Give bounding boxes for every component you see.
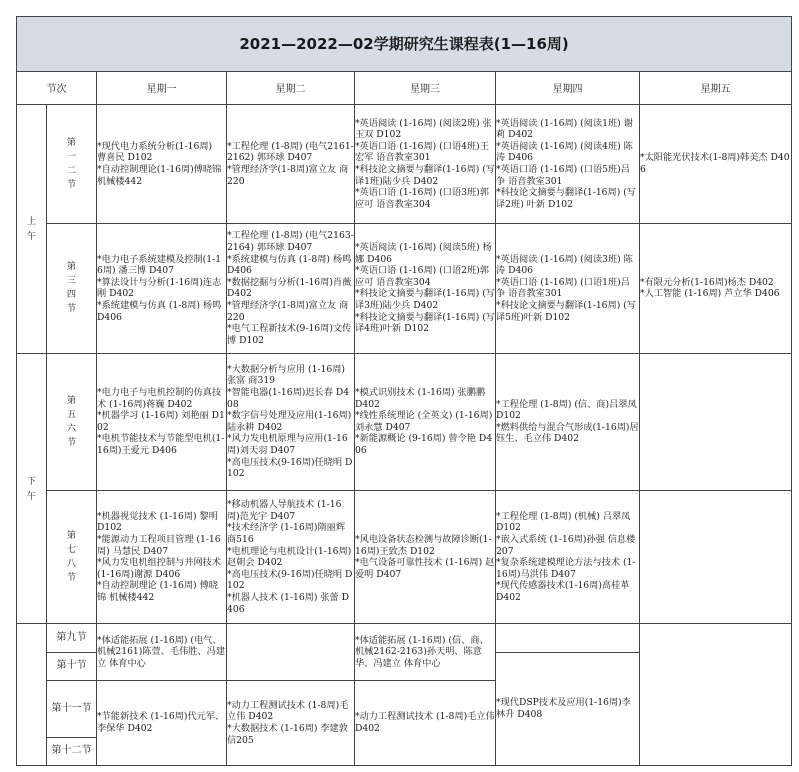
period-label-11: 第十一节 [47, 681, 97, 738]
afternoon-label: 下 午 [17, 353, 47, 624]
cell-wed-p7-8: *风电设备状态检测与故障诊断(1-16周)王致杰 D102 *电气设备可靠性技术 (1-16周) 赵爱明 D407 [355, 491, 496, 624]
morning-label: 上 午 [17, 104, 47, 353]
cell-mon-p1-2: *现代电力系统分析(1-16周) 曹喜民 D102 *自动控制理论(1-16周)傅晓锦 机械楼442 [97, 104, 227, 223]
cell-wed-p11-12: *动力工程测试技术 (1-8周)毛立伟 D402 [355, 681, 496, 766]
cell-thu-p10-12: *现代DSP技术及应用(1-16周)李林升 D408 [496, 652, 640, 765]
cell-mon-p3-4: *电力电子系统建模及控制(1-16周) 潘三博 D407 *算法设计与分析(1-16周)连志刚 D402 *系统建模与仿真 (1-8周) 杨鸣 D406 [97, 224, 227, 353]
period-label-9: 第九节 [47, 624, 97, 652]
cell-thu-p1-2: *英语阅读 (1-16周) (阅读1班) 谢莉 D402 *英语阅读 (1-16周) (阅读4班) 陈涛 D406 *英语口语 (1-16周) (口语5班)吕争 语音教室301 *科技论文摘要与翻译(1-16周) (写译2班) 叶新 D102 [496, 104, 640, 223]
cell-mon-p5-6: *电力电子与电机控制的仿真技术 (1-16周)蒋巍 D402 *机器学习 (1-16周) 刘艳丽 D102 *电机节能技术与节能型电机(1-16周)王爱元 D406 [97, 353, 227, 490]
day-header-friday: 星期五 [640, 71, 792, 104]
cell-tue-p9-10 [227, 624, 355, 681]
schedule-title: 2021—2022—02学期研究生课程表(1—16周) [17, 17, 792, 72]
cell-fri-p3-4: *有限元分析(1-16周)杨杰 D402 *人工智能 (1-16周) 芦立华 D406 [640, 224, 792, 353]
period-label-12: 第十二节 [47, 737, 97, 765]
cell-wed-p3-4: *英语阅读 (1-16周) (阅读5班) 杨娜 D406 *英语口语 (1-16周) (口语2班)郭应可 语音教室304 *科技论文摘要与翻译(1-16周) (写译3班)陆少兵 D402 *科技论文摘要与翻译(1-16周) (写译4班)叶新 D102 [355, 224, 496, 353]
cell-tue-p7-8: *移动机器人导航技术 (1-16周)范光宇 D407 *技术经济学 (1-16周)隋丽辉 商516 *电机理论与电机设计(1-16周)赵朝会 D402 *高电压技术(9-16周)任晓明 D102 *机器人技术 (1-16周) 张蕾 D406 [227, 491, 355, 624]
cell-thu-p7-8: *工程伦理 (1-8周) (机械) 吕翠凤 D102 *嵌入式系统 (1-16周)孙强 信息楼207 *复杂系统建模理论方法与技术 (1-16周)马洪伟 D407 *现代传感器技术(1-16周)高桂革 D402 [496, 491, 640, 624]
cell-fri-p9-12 [640, 624, 792, 766]
cell-thu-p5-6: *工程伦理 (1-8周) (信、商)吕翠凤 D102 *燃料供给与混合气形成(1-16周)居钰生、毛立伟 D402 [496, 353, 640, 490]
day-header-tuesday: 星期二 [227, 71, 355, 104]
cell-tue-p5-6: *大数据分析与应用 (1-16周)张富 商319 *智能电器(1-16周)迟长春 D408 *数字信号处理及应用(1-16周)陆永耕 D402 *风力发电机原理与应用(1-16周)刘天羽 D407 *高电压技术(9-16周)任晓明 D102 [227, 353, 355, 490]
cell-mon-p7-8: *机器视觉技术 (1-16周) 黎明 D102 *能源动力工程项目管理 (1-16周) 马慧民 D407 *风力发电机组控制与并网技术(1-16周)谢源 D406 *自动控制理论 (1-16周) 傅晓锦 机械楼442 [97, 491, 227, 624]
period-label-5-6: 第 五 六 节 [47, 353, 97, 490]
cell-tue-p3-4: *工程伦理 (1-8周) (电气2163-2164) 郭环球 D407 *系统建模与仿真 (1-8周) 杨鸣 D406 *数据挖掘与分析(1-16周)肖薇 D402 *管理经济学(1-8周)富立友 商220 *电气工程新技术(9-16周)文传博 D102 [227, 224, 355, 353]
day-header-thursday: 星期四 [496, 71, 640, 104]
cell-wed-p1-2: *英语阅读 (1-16周) (阅读2班) 张玉双 D102 *英语口语 (1-16周) (口语4班)王宏军 语音教室301 *科技论文摘要与翻译(1-16周) (写译1班)陆少兵 D402 *英语口语 (1-16周) (口语3班)郭应可 语音教室304 [355, 104, 496, 223]
cell-thu-p9 [496, 624, 640, 652]
day-header-wednesday: 星期三 [355, 71, 496, 104]
cell-fri-p5-6 [640, 353, 792, 490]
day-header-monday: 星期一 [97, 71, 227, 104]
period-label-3-4: 第 三 四 节 [47, 224, 97, 353]
evening-blank [17, 624, 47, 766]
period-label-10: 第十节 [47, 652, 97, 680]
cell-tue-p11-12: *动力工程测试技术 (1-8周)毛立伟 D402 *大数据技术 (1-16周) 李建敦 信205 [227, 681, 355, 766]
period-label-1-2: 第 一 二 节 [47, 104, 97, 223]
cell-mon-p11-12: *节能新技术 (1-16周)代元军、李保华 D402 [97, 681, 227, 766]
schedule-table [16, 16, 792, 766]
period-header: 节次 [17, 71, 97, 104]
cell-fri-p7-8 [640, 491, 792, 624]
cell-thu-p3-4: *英语阅读 (1-16周) (阅读3班) 陈涛 D406 *英语口语 (1-16周) (口语1班)吕争 语音教室301 *科技论文摘要与翻译(1-16周) (写译5班)叶新 D102 [496, 224, 640, 353]
period-label-7-8: 第 七 八 节 [47, 491, 97, 624]
cell-tue-p1-2: *工程伦理 (1-8周) (电气2161-2162) 郭环球 D407 *管理经济学(1-8周)富立友 商220 [227, 104, 355, 223]
cell-wed-p9-10: *体适能拓展 (1-16周) (信、商、机械2162-2163)孙天明、陈意华、冯建立 体育中心 [355, 624, 496, 681]
cell-wed-p5-6: *模式识别技术 (1-16周) 张鹏鹏 D402 *线性系统理论 (全英文) (1-16周) 刘永慧 D407 *新能源概论 (9-16周) 曾令艳 D406 [355, 353, 496, 490]
cell-fri-p1-2: *太阳能光伏技术(1-8周)韩美杰 D406 [640, 104, 792, 223]
cell-mon-p9-10: *体适能拓展 (1-16周) (电气、机械2161)陈萱、毛伟胜、冯建立 体育中心 [97, 624, 227, 681]
